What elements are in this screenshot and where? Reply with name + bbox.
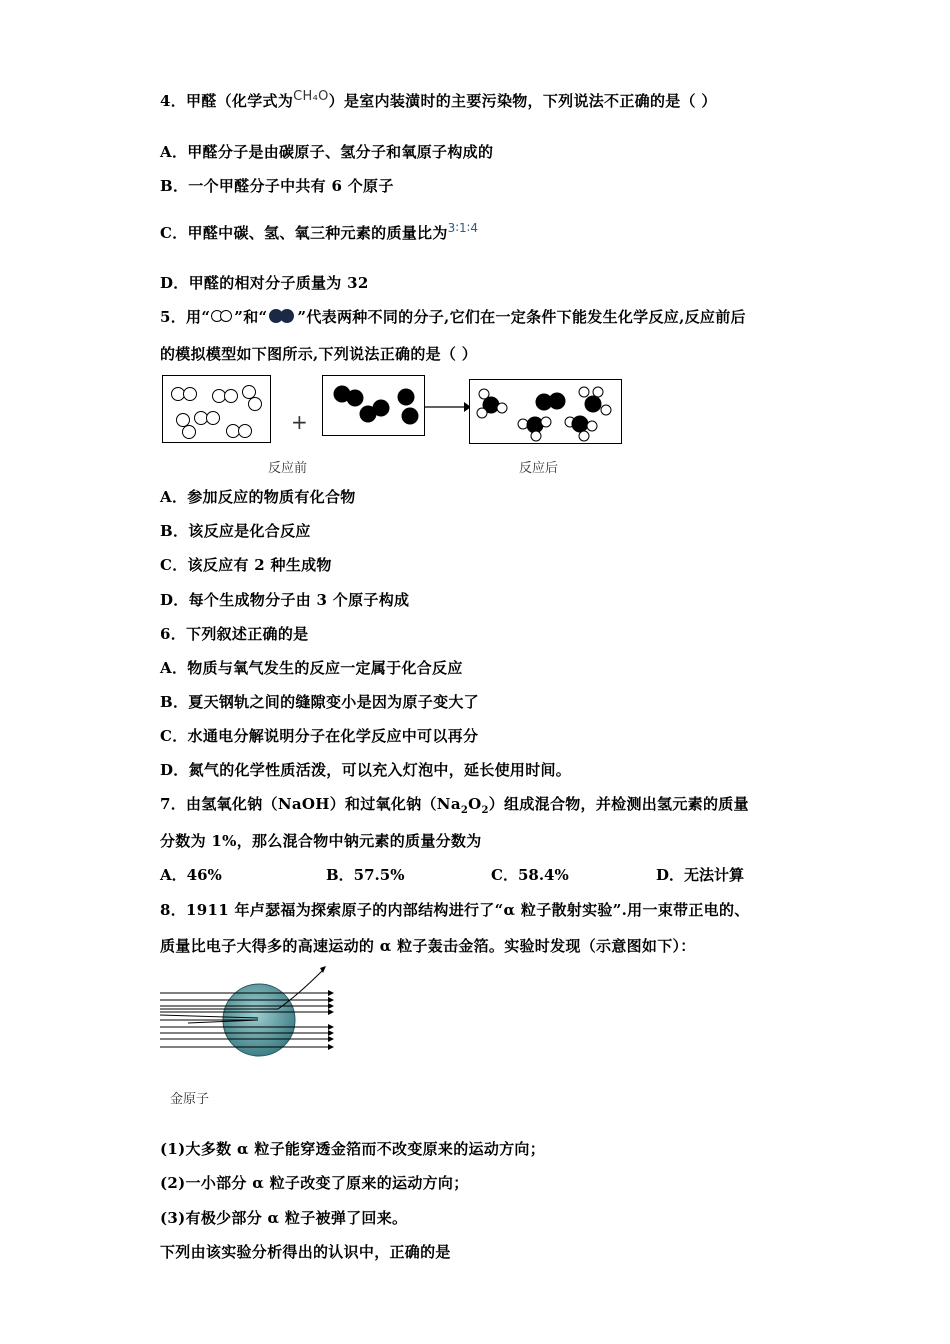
q4-stem	[160, 90, 717, 111]
q4-option-c-text: C．甲醛中碳、氢、氧三种元素的质量比为	[160, 224, 448, 242]
q6-option-b: B．夏天钢轨之间的缝隙变小是因为原子变大了	[160, 693, 479, 711]
q5-option-d: D．每个生成物分子由 3 个原子构成	[160, 591, 410, 609]
q7-stem-line1	[160, 793, 749, 816]
q5-stem-c: ”代表两种不同的分子,它们在一定条件下能发生化学反应,反应前后	[297, 308, 746, 326]
q4-option-a: A．甲醛分子是由碳原子、氢分子和氧原子构成的	[160, 143, 494, 161]
q6-stem: 6．下列叙述正确的是	[160, 625, 309, 643]
q4-option-d: D．甲醛的相对分子质量为 32	[160, 274, 369, 292]
product-molecules-drawing	[470, 380, 621, 443]
q5-stem-line1	[160, 306, 746, 327]
q7-option-c: C．58.4%	[491, 866, 569, 884]
q8-question: 下列由该实验分析得出的认识中，正确的是	[160, 1243, 451, 1261]
before-box-white-molecules	[162, 375, 271, 443]
before-box-dark-molecules	[322, 375, 425, 436]
q4-formula: CH₄O	[293, 89, 329, 104]
q4-stem-pre: 4．甲醛（化学式为	[160, 92, 294, 110]
q5-option-b: B．该反应是化合反应	[160, 522, 311, 540]
q5-option-a: A．参加反应的物质有化合物	[160, 488, 356, 506]
white-molecule-icon	[210, 309, 234, 323]
q7-option-a: A．46%	[160, 866, 222, 884]
q4-option-c	[160, 222, 478, 243]
plus-sign: +	[291, 410, 308, 434]
q4-option-c-ratio: 3∶1∶4	[447, 221, 479, 235]
q6-option-a: A．物质与氧气发生的反应一定属于化合反应	[160, 659, 463, 677]
q5-stem-a: 5．用“	[160, 308, 211, 326]
q7-stem-line2: 分数为 1%，那么混合物中钠元素的质量分数为	[160, 832, 482, 850]
reaction-arrow-icon	[424, 401, 472, 413]
q7-stem-b: ）组成混合物，并检测出氢元素的质量	[488, 795, 749, 813]
q5-option-c: C．该反应有 2 种生成物	[160, 556, 332, 574]
q4-stem-post: ）是室内装潢时的主要污染物，下列说法不正确的是（ ）	[328, 92, 717, 110]
q7-option-d: D．无法计算	[656, 866, 745, 884]
q7-option-b: B．57.5%	[326, 866, 405, 884]
white-molecules-drawing	[163, 376, 270, 442]
q7-sub-1: 2	[460, 805, 469, 816]
dark-molecules-drawing	[323, 376, 424, 435]
caption-before-reaction: 反应前	[268, 461, 308, 476]
caption-gold-atom: 金原子	[170, 1092, 210, 1107]
q8-observation-2: (2)一小部分 α 粒子改变了原来的运动方向；	[160, 1174, 469, 1192]
q8-observation-3: (3)有极少部分 α 粒子被弹了回来。	[160, 1209, 408, 1227]
alpha-scattering-diagram	[158, 965, 338, 1060]
q7-sub-2: 2	[481, 805, 489, 816]
after-box-products	[469, 379, 622, 444]
q8-observation-1: (1)大多数 α 粒子能穿透金箔而不改变原来的运动方向；	[160, 1140, 546, 1158]
q8-stem-line2: 质量比电子大得多的高速运动的 α 粒子轰击金箔。实验时发现（示意图如下）：	[160, 937, 696, 955]
q7-stem-a: 7．由氢氧化钠（NaOH）和过氧化钠（Na	[160, 795, 461, 813]
q8-stem-line1: 8．1911 年卢瑟福为探索原子的内部结构进行了“α 粒子散射实验”.用一束带正电的、	[160, 901, 750, 919]
q7-oxygen: O	[468, 795, 482, 813]
dark-molecule-icon	[267, 308, 297, 324]
caption-after-reaction: 反应后	[519, 461, 559, 476]
q5-stem-b: ”和“	[234, 308, 268, 326]
q6-option-d: D．氮气的化学性质活泼，可以充入灯泡中，延长使用时间。	[160, 761, 572, 779]
q6-option-c: C．水通电分解说明分子在化学反应中可以再分	[160, 727, 479, 745]
q5-stem-line2: 的模拟模型如下图所示,下列说法正确的是（ ）	[160, 345, 478, 363]
q4-option-b: B．一个甲醛分子中共有 6 个原子	[160, 177, 394, 195]
